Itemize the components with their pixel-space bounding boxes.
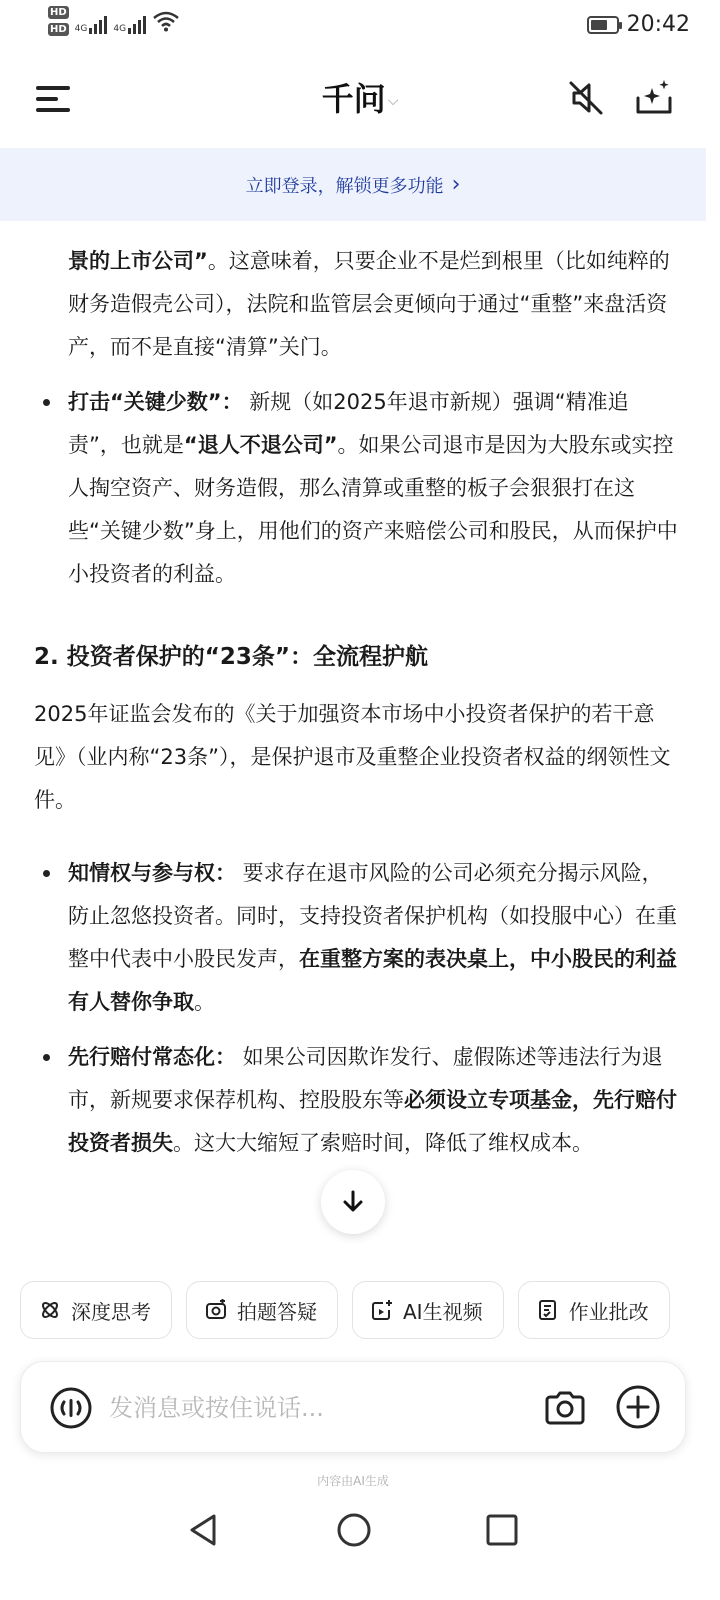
status-right bbox=[587, 12, 690, 37]
chevron-down-icon: ⌵ bbox=[387, 93, 399, 109]
app-title[interactable] bbox=[0, 74, 720, 120]
bullet-text: 如果公司因欺诈发行、虚假陈述等违法行为退市，新规要求保荐机构、控股股东等 bbox=[68, 1045, 663, 1112]
message-composer bbox=[20, 1361, 686, 1453]
list-item bbox=[34, 381, 680, 596]
bullet-label: 先行赔付常态化： bbox=[68, 1045, 236, 1069]
chip-deep-think[interactable] bbox=[20, 1281, 172, 1339]
camera-question-icon bbox=[205, 1299, 227, 1321]
wifi-icon bbox=[152, 10, 180, 32]
ai-generated-note: 内容由AI生成 bbox=[317, 1474, 389, 1488]
paragraph: 2025年证监会发布的《关于加强资本市场中小投资者保护的若干意见》（业内称“23条”），是保护退市及重整企业投资者权益的纲领性文件。 bbox=[34, 702, 671, 812]
chip-label: AI生视频 bbox=[403, 1299, 483, 1324]
chip-photo-question[interactable] bbox=[186, 1281, 338, 1339]
app-title-text: 千问 bbox=[321, 80, 386, 118]
voice-input-icon[interactable] bbox=[49, 1386, 93, 1430]
quick-actions bbox=[20, 1281, 720, 1341]
list-item bbox=[34, 852, 680, 1024]
bullet-text: 。这大大缩短了索赔时间，降低了维权成本。 bbox=[173, 1131, 593, 1155]
login-banner-text: 立即登录，解锁更多功能 bbox=[245, 175, 444, 197]
bullet-label: 打击“关键少数”： bbox=[68, 390, 243, 414]
bullet-label: 知情权与参与权： bbox=[68, 861, 236, 885]
message-input[interactable] bbox=[109, 1386, 529, 1430]
status-bar bbox=[0, 0, 720, 50]
video-plus-icon bbox=[371, 1299, 393, 1321]
section-heading: 2. 投资者保护的“23条”：全流程护航 bbox=[34, 644, 428, 670]
signal-icon bbox=[75, 8, 108, 34]
bullet-text: 要求存在退市风险的公司必须充分揭示风险，防止忽悠投资者。同时，支持投资者保护机构（如投服中心）在重整中代表中小股民发声， bbox=[68, 861, 677, 971]
chip-label: 作业批改 bbox=[568, 1299, 649, 1324]
arrow-down-icon bbox=[340, 1189, 366, 1215]
network-type-label: 4G bbox=[74, 24, 88, 34]
bullet-text: 。 bbox=[194, 990, 215, 1014]
bullet-text: 新规（如2025年退市新规）强调“精准追责”，也就是 bbox=[68, 390, 629, 457]
network-type-label-2: 4G bbox=[113, 24, 127, 34]
list-item bbox=[34, 1036, 680, 1165]
hd-badge-2: HD bbox=[50, 24, 67, 35]
paragraph-text: 。这意味着，只要企业不是烂到根里（比如纯粹的财务造假壳公司），法院和监管层会更倾向于通过“重整”来盘活资产，而不是直接“清算”关门。 bbox=[68, 249, 670, 359]
bullet-list bbox=[34, 381, 680, 596]
signal-icon-2 bbox=[113, 8, 146, 34]
bold-text: 景的上市公司” bbox=[68, 249, 208, 273]
login-banner[interactable] bbox=[0, 148, 706, 221]
atom-icon bbox=[39, 1299, 61, 1321]
bullet-bold: “退人不退公司” bbox=[183, 433, 338, 457]
app-header bbox=[0, 56, 720, 144]
homework-icon bbox=[537, 1299, 559, 1321]
clock: 20:42 bbox=[626, 12, 690, 37]
chip-homework[interactable] bbox=[518, 1281, 670, 1339]
battery-icon bbox=[587, 16, 619, 34]
new-chat-sparkle-icon[interactable] bbox=[634, 78, 674, 118]
mute-icon[interactable] bbox=[566, 78, 606, 118]
continued-paragraph bbox=[34, 240, 680, 369]
answer-content bbox=[34, 240, 680, 1177]
camera-icon[interactable] bbox=[543, 1386, 587, 1430]
chip-label: 深度思考 bbox=[71, 1299, 151, 1324]
scroll-to-bottom-button[interactable] bbox=[321, 1170, 385, 1234]
bullet-list-2 bbox=[34, 852, 680, 1165]
bullet-text: 。如果公司退市是因为大股东或实控人掏空资产、财务造假，那么清算或重整的板子会狠狠打在这些“关键少数”身上，用他们的资产来赔偿公司和股民，从而保护中小投资者的利益。 bbox=[68, 433, 678, 586]
add-icon[interactable] bbox=[615, 1384, 661, 1430]
hd-badge: HD bbox=[50, 7, 67, 18]
nav-recent-icon[interactable] bbox=[486, 1514, 518, 1546]
nav-back-icon[interactable] bbox=[184, 1510, 224, 1550]
chip-ai-video[interactable] bbox=[352, 1281, 504, 1339]
bullet-bold: 在重整方案的表决桌上，中小股民的利益有人替你争取 bbox=[68, 947, 677, 1014]
status-left bbox=[48, 6, 180, 36]
nav-home-icon[interactable] bbox=[336, 1512, 372, 1548]
system-nav-bar bbox=[0, 1500, 720, 1600]
chip-label: 拍题答疑 bbox=[237, 1299, 317, 1324]
chevron-right-icon: › bbox=[451, 172, 461, 197]
bullet-bold: 必须设立专项基金，先行赔付投资者损失 bbox=[68, 1088, 677, 1155]
